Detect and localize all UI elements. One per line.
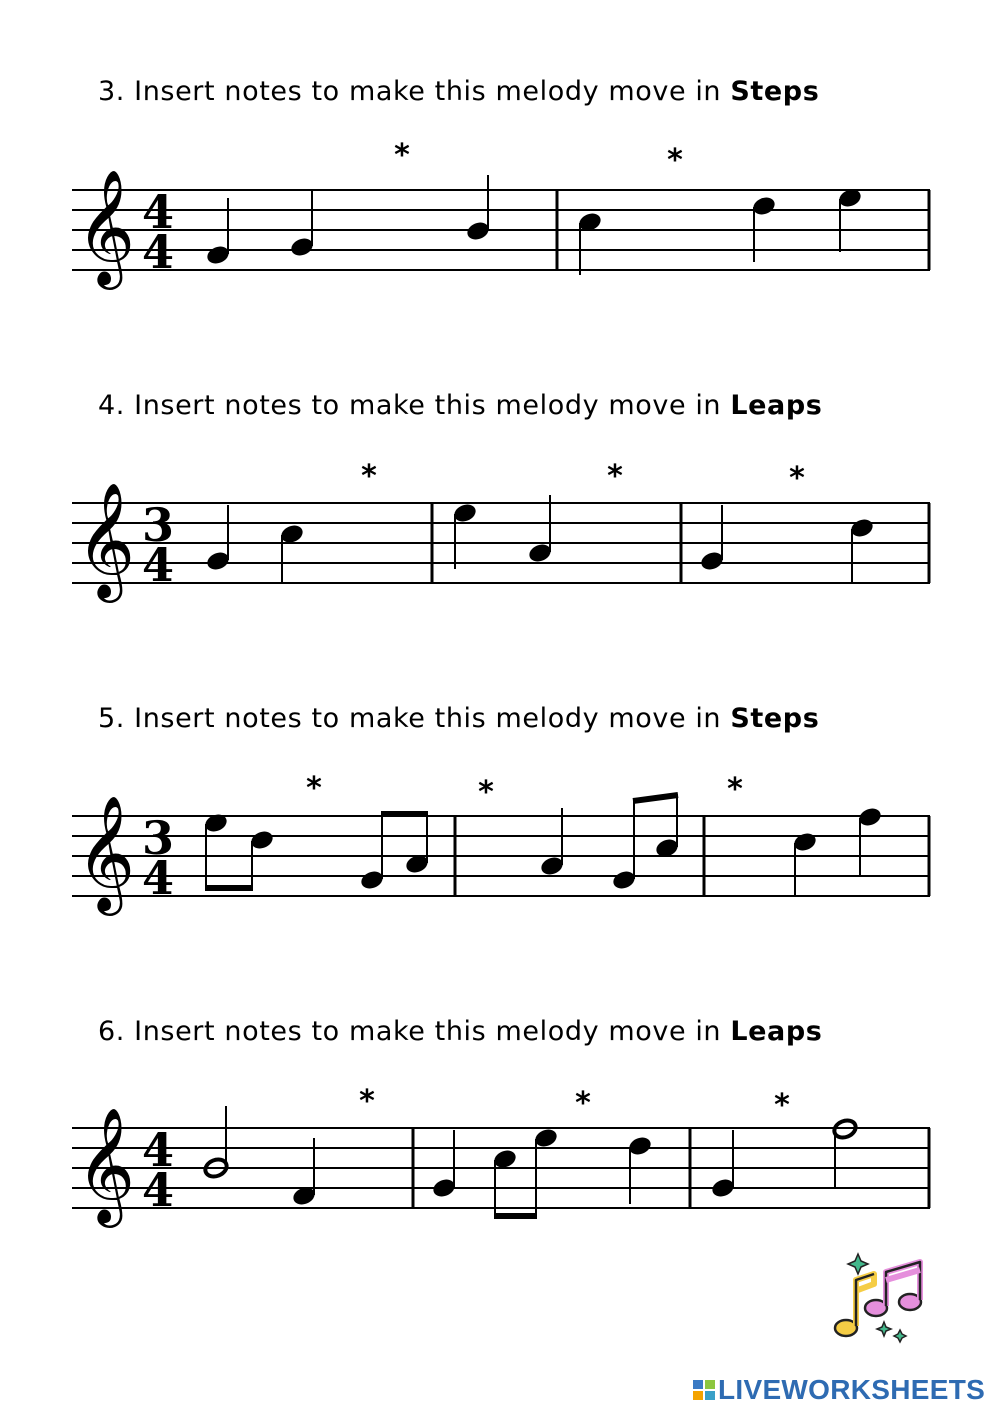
time-signature-top: 3 — [141, 498, 175, 552]
treble-clef-icon: 𝄞 — [76, 794, 136, 911]
question-keyword: Steps — [730, 76, 820, 107]
time-signature-top: 3 — [141, 811, 175, 865]
liveworksheets-logo-icon — [692, 1378, 716, 1402]
note — [527, 495, 553, 565]
liveworksheets-logo — [692, 1374, 985, 1406]
eighth-note-pair — [492, 1126, 559, 1218]
logo-text: LIVEWORKSHEETS — [718, 1374, 986, 1405]
insert-marker: * — [774, 1088, 790, 1123]
note — [289, 190, 315, 259]
note — [205, 198, 231, 267]
question-keyword: Steps — [730, 703, 820, 734]
insert-marker: * — [361, 459, 377, 494]
note — [465, 175, 491, 243]
note — [627, 1134, 653, 1204]
question-number: 5. — [98, 703, 125, 734]
note — [452, 501, 478, 569]
treble-clef-icon: 𝄞 — [76, 168, 136, 285]
question-text: Insert notes to make this melody move in — [134, 1016, 722, 1047]
insert-marker: * — [478, 775, 494, 810]
question-number: 6. — [98, 1016, 125, 1047]
staff-question-4 — [0, 443, 1000, 613]
note — [751, 194, 777, 262]
treble-clef-icon: 𝄞 — [76, 481, 136, 598]
question-text: Insert notes to make this melody move in — [134, 703, 722, 734]
question-number: 4. — [98, 390, 125, 421]
staff-question-6 — [0, 1068, 1000, 1238]
question-text: Insert notes to make this melody move in — [134, 390, 722, 421]
insert-marker: * — [394, 138, 410, 173]
note — [279, 522, 305, 583]
question-4-title — [98, 390, 822, 421]
time-signature-top: 4 — [141, 1123, 175, 1177]
treble-clef-icon: 𝄞 — [76, 1106, 136, 1223]
note — [849, 516, 875, 583]
question-5-title — [98, 703, 819, 734]
note — [792, 830, 818, 896]
note — [837, 186, 863, 252]
question-text: Insert notes to make this melody move in — [134, 76, 722, 107]
insert-marker: * — [667, 143, 683, 178]
eighth-note-pair — [359, 812, 430, 892]
note — [431, 1130, 457, 1200]
insert-marker: * — [575, 1086, 591, 1121]
staff-question-3 — [0, 130, 1000, 300]
note — [710, 1130, 736, 1200]
time-signature-bottom: 4 — [141, 225, 175, 279]
note — [205, 505, 231, 573]
question-number: 3. — [98, 76, 125, 107]
note — [577, 210, 603, 275]
time-signature-bottom: 4 — [141, 1163, 175, 1217]
question-6-title — [98, 1016, 822, 1047]
insert-marker: * — [727, 772, 743, 807]
time-signature-bottom: 4 — [141, 538, 175, 592]
note — [539, 808, 565, 878]
insert-marker: * — [607, 459, 623, 494]
time-signature-bottom: 4 — [141, 851, 175, 905]
note — [857, 805, 883, 876]
music-notes-icon — [828, 1250, 938, 1350]
insert-marker: * — [789, 461, 805, 496]
question-keyword: Leaps — [730, 1016, 823, 1047]
note — [699, 505, 725, 573]
question-3-title — [98, 76, 819, 107]
insert-marker: * — [359, 1084, 375, 1119]
staff-question-5 — [0, 756, 1000, 926]
time-signature-top: 4 — [141, 185, 175, 239]
question-keyword: Leaps — [730, 390, 823, 421]
eighth-note-pair — [203, 811, 275, 890]
insert-marker: * — [306, 771, 322, 806]
